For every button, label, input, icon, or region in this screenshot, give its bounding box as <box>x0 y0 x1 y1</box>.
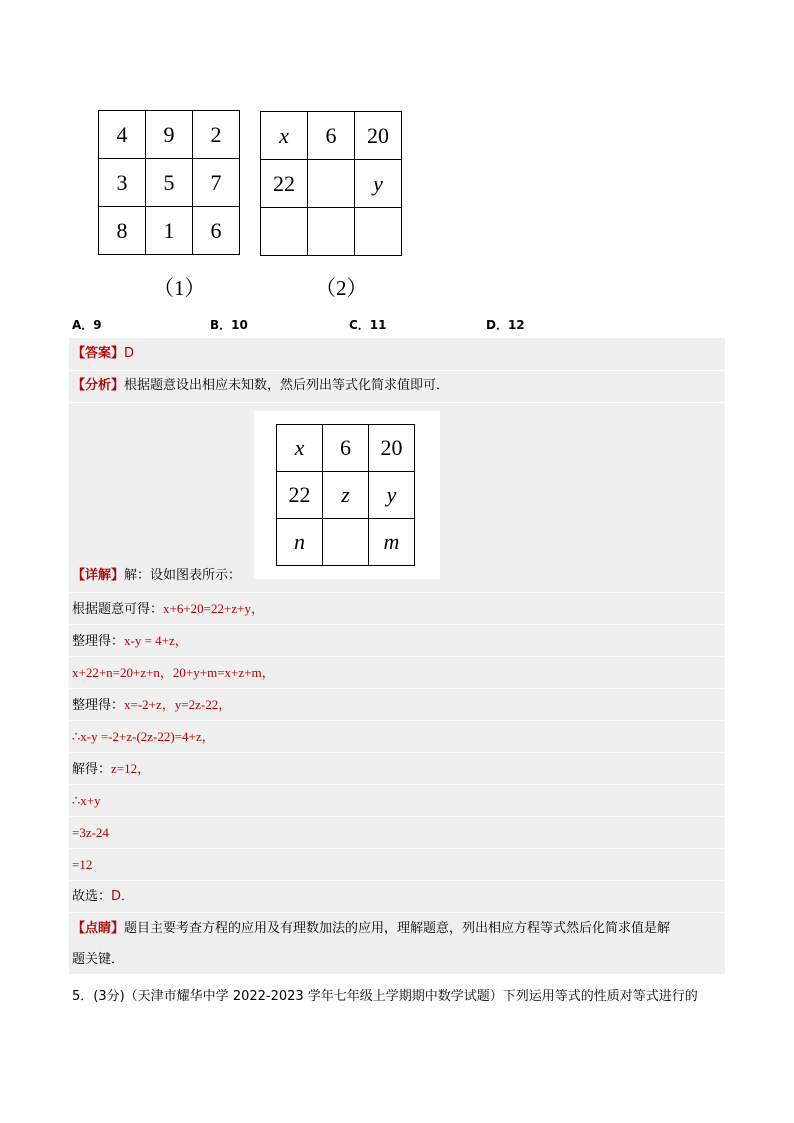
grid1-cell: 5 <box>146 159 193 207</box>
grid3-cell: y <box>369 472 415 519</box>
step-math: =3z-24 <box>72 825 109 840</box>
grid2-cell <box>261 208 308 256</box>
solution-step <box>72 792 101 811</box>
solution-grid-figure <box>276 424 415 566</box>
grid1-cell: 3 <box>99 159 146 207</box>
grid3-cell: 6 <box>323 425 369 472</box>
solution-step <box>72 760 150 779</box>
answer-line <box>72 345 134 363</box>
grid3-cell: z <box>323 472 369 519</box>
step-math: z=12， <box>111 761 151 776</box>
comment-line-2 <box>72 951 124 969</box>
option-c[interactable]: C．11 <box>349 318 387 332</box>
step-label: 解得： <box>72 762 112 777</box>
solution-step <box>72 632 188 651</box>
answer-tag: 【答案】 <box>72 346 125 361</box>
next-question-stem: 5．(3分)（天津市耀华中学 2022-2023 学年七年级上学期期中数学试题）下列运用等式的性质对等式进行的 <box>72 989 698 1004</box>
divider <box>69 784 725 785</box>
grid2-cell: x <box>261 112 308 160</box>
divider <box>69 848 725 849</box>
solution-step <box>72 856 92 875</box>
grid1-cell: 2 <box>193 111 240 159</box>
grid3-cell: 20 <box>369 425 415 472</box>
step-math: x=-2+z，y=2z-22， <box>124 697 232 712</box>
solution-step <box>72 888 134 906</box>
analysis-text: 根据题意设出相应未知数，然后列出等式化简求值即可． <box>124 378 450 393</box>
solution-step <box>72 600 264 619</box>
grid2-cell: 20 <box>355 112 402 160</box>
step-math: ∴x+y <box>72 793 101 808</box>
detail-intro: 解：设如图表所示： <box>124 568 242 583</box>
divider <box>69 688 725 689</box>
grid1-cell: 1 <box>146 207 193 255</box>
step-math: =12 <box>72 857 93 872</box>
grid2-cell: 22 <box>261 160 308 208</box>
step-label: 根据题意可得： <box>72 602 164 617</box>
divider <box>69 816 725 817</box>
divider <box>69 720 725 721</box>
figure-1-caption: （1） <box>153 276 206 300</box>
step-math: x-y = 4+z， <box>124 633 188 648</box>
comment-text: 题目主要考查方程的应用及有理数加法的应用，理解题意，列出相应方程等式然后化简求值是解 <box>124 921 671 936</box>
step-math: ∴x-y =-2+z-(2z-22)=4+z， <box>72 729 215 744</box>
step-label: 整理得： <box>72 634 125 649</box>
divider <box>69 752 725 753</box>
divider <box>69 880 725 881</box>
magic-square-figure-1 <box>98 110 240 255</box>
grid3-cell: m <box>369 519 415 566</box>
grid2-cell <box>308 208 355 256</box>
grid1-cell: 4 <box>99 111 146 159</box>
grid3-cell: n <box>277 519 323 566</box>
solution-step <box>72 824 109 843</box>
analysis-line <box>72 377 449 395</box>
grid2-cell: 6 <box>308 112 355 160</box>
solution-step <box>72 728 215 747</box>
divider <box>69 592 725 593</box>
grid3-cell <box>323 519 369 566</box>
grid3-cell: 22 <box>277 472 323 519</box>
solution-step <box>72 664 275 683</box>
comment-line <box>72 920 670 938</box>
divider <box>69 402 725 403</box>
step-label: 整理得： <box>72 698 125 713</box>
grid2-cell <box>355 208 402 256</box>
grid1-cell: 9 <box>146 111 193 159</box>
comment-text-2: 题关键． <box>72 952 125 967</box>
divider <box>69 656 725 657</box>
answer-value: D <box>124 346 135 361</box>
step-math: x+22+n=20+z+n，20+y+m=x+z+m， <box>72 665 275 680</box>
divider <box>69 370 725 371</box>
detail-tag: 【详解】 <box>72 568 125 583</box>
divider <box>69 624 725 625</box>
step-label: 故选： <box>72 889 112 904</box>
magic-square-figure-2 <box>260 111 402 256</box>
option-d[interactable]: D．12 <box>486 318 525 332</box>
comment-tag: 【点睛】 <box>72 921 125 936</box>
step-math: D． <box>111 889 135 904</box>
figure-2-caption: （2） <box>315 276 368 300</box>
grid2-cell: y <box>355 160 402 208</box>
grid3-cell: x <box>277 425 323 472</box>
step-math: x+6+20=22+z+y， <box>163 601 264 616</box>
divider <box>69 912 725 913</box>
detail-line <box>72 567 241 585</box>
analysis-tag: 【分析】 <box>72 378 125 393</box>
grid2-cell <box>308 160 355 208</box>
grid1-cell: 8 <box>99 207 146 255</box>
option-b[interactable]: B．10 <box>210 318 248 332</box>
grid1-cell: 7 <box>193 159 240 207</box>
grid1-cell: 6 <box>193 207 240 255</box>
option-a[interactable]: A．9 <box>72 318 102 332</box>
solution-step <box>72 696 231 715</box>
